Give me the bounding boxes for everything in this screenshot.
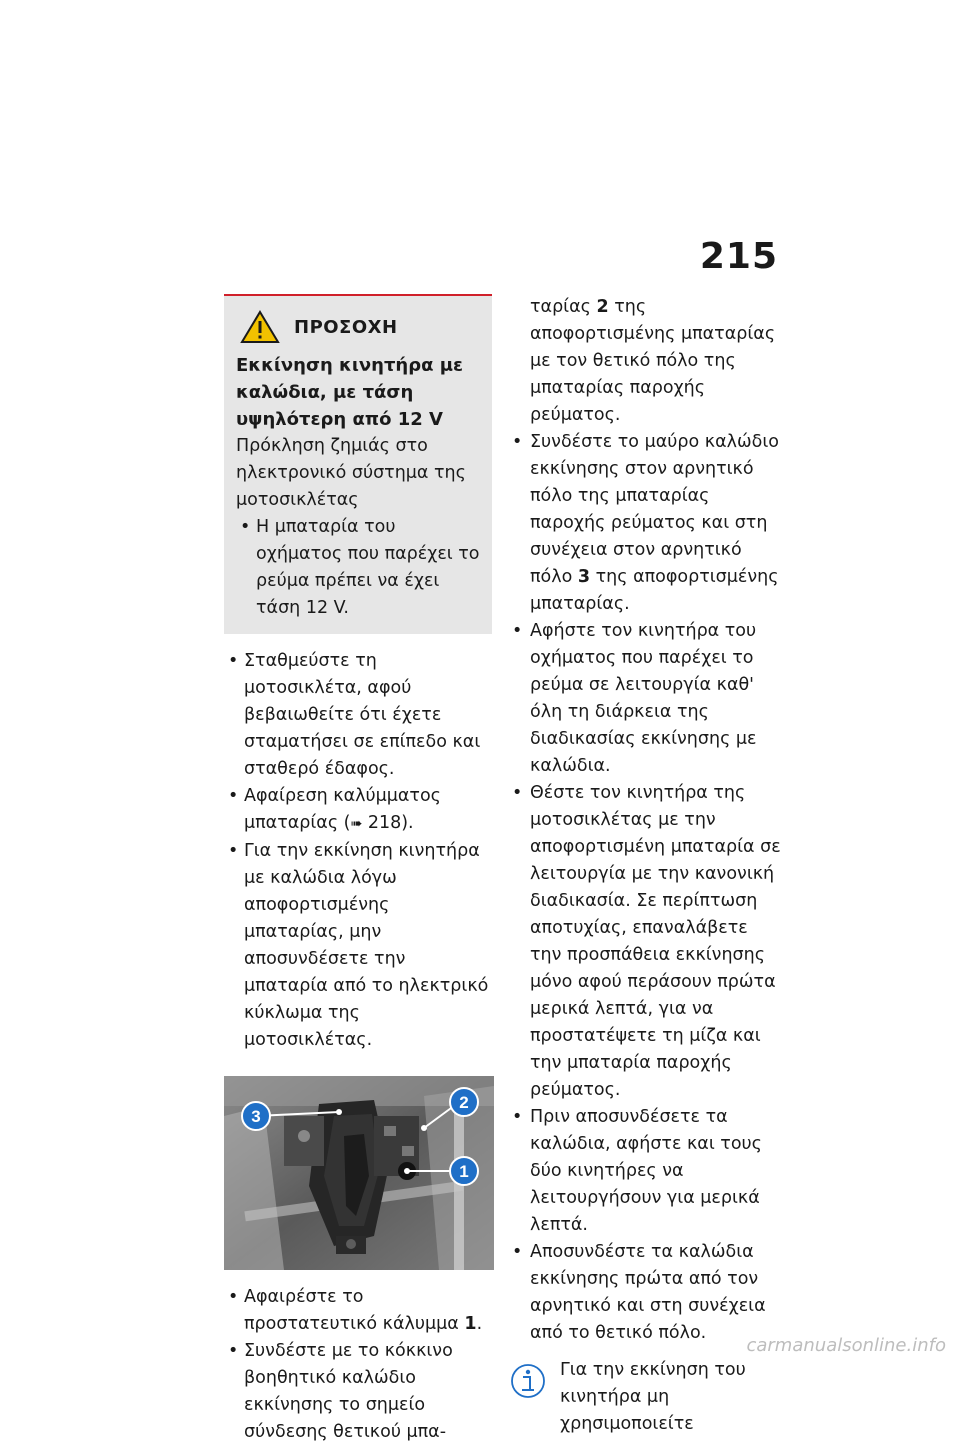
warning-box [224, 294, 492, 634]
warning-header [240, 310, 482, 344]
left-step-list [224, 648, 492, 1054]
callout-1-label: 1 [459, 1162, 469, 1181]
page-ref-close: ). [401, 813, 414, 833]
step-remove-protective-cover-text: Αφαιρέστε το προστατευτικό κάλυμμα [244, 1287, 465, 1334]
step-remove-protective-cover [224, 1284, 492, 1338]
step-connect-black-text: Συνδέστε το μαύρο καλώδιο εκκίνησης στον αρνητικό πόλο της μπαταρίας παροχής ρεύματος και στη συνέχεια στον αρνητικό πόλο [530, 432, 779, 587]
callout-1 [450, 1157, 478, 1185]
note-box [510, 1357, 784, 1438]
warning-list [236, 514, 482, 622]
page-number: 215 [699, 236, 778, 277]
warning-text: Πρόκληση ζημιάς στο ηλεκτρονικό σύστημα της μοτοσικλέτας [236, 436, 466, 510]
continued-step [510, 294, 784, 429]
warning-label: ΠΡΟΣΟΧΗ [294, 316, 398, 338]
left-step-list-2 [224, 1284, 492, 1446]
step-remove-protective-cover-end: . [476, 1314, 483, 1334]
step-keep-connected: • Για την εκκίνηση κινητήρα με καλώδια λόγω αποφορτισμένης μπαταρίας, μην αποσυνδέσετε την μπαταρία από το ηλεκτρικό κύκλωμα της μοτοσικλέτας. [224, 838, 492, 1054]
ref-3: 3 [577, 567, 591, 587]
callout-2-label: 2 [459, 1093, 469, 1112]
page-ref-arrow-icon: ➠ [350, 816, 363, 832]
battery-photo-illustration [224, 1076, 494, 1270]
ref-1: 1 [464, 1314, 477, 1334]
page-ref-link[interactable]: 218 [367, 813, 402, 833]
step-connect-black-end: της αποφορτισμένης μπαταρίας. [530, 567, 779, 614]
step-park: • Σταθμεύστε τη μοτοσικλέτα, αφού βεβαιωθείτε ότι έχετε σταματήσει σε επίπεδο και σταθερό έδαφος. [224, 648, 492, 783]
watermark[interactable]: carmanualsonline.info [746, 1335, 946, 1356]
continued-step-end: της αποφορτισμένης μπαταρίας με τον θετικό πόλο της μπαταρίας παροχής ρεύματος. [530, 297, 776, 425]
step-before-disconnect: • Πριν αποσυνδέσετε τα καλώδια, αφήστε και τους δύο κινητήρες να λειτουργήσουν για μερικά λεπτά. [510, 1104, 784, 1239]
ref-2: 2 [596, 297, 609, 317]
step-start-engine: • Θέστε τον κινητήρα της μοτοσικλέτας με την αποφορτισμένη μπαταρία σε λειτουργία με την κανονική διαδικασία. Σε περίπτωση αποτυχίας, επαναλάβετε την προσπάθεια εκκίνησης μόνο αφού περάσουν πρώτα μερικά λεπτά, για να προστατέψετε τη μίζα και την μπαταρία παροχής ρεύματος. [510, 780, 784, 1104]
step-remove-battery-cover-text: Αφαίρεση καλύμματος μπαταρίας ( [244, 786, 441, 833]
step-connect-black [510, 429, 784, 618]
step-disconnect: • Αποσυνδέστε τα καλώδια εκκίνησης πρώτα από τον αρνητικό και στη συνέχεια από το θετικό πόλο. [510, 1239, 784, 1347]
left-column [224, 294, 492, 1446]
note-text: Για την εκκίνηση του κινητήρα μη χρησιμοποιείτε [560, 1360, 746, 1434]
continued-step-text: ταρίας [530, 297, 597, 317]
warning-bullet: • Η μπαταρία του οχήματος που παρέχει το ρεύμα πρέπει να έχει τάση 12 V. [236, 514, 482, 622]
callout-2 [450, 1088, 478, 1116]
battery-photo [224, 1076, 494, 1270]
info-icon [510, 1361, 546, 1401]
callout-3 [242, 1102, 270, 1130]
callout-3-label: 3 [251, 1107, 261, 1126]
step-run-donor-engine: • Αφήστε τον κινητήρα του οχήματος που παρέχει το ρεύμα σε λειτουργία καθ' όλη τη διάρκεια της διαδικασίας εκκίνησης με καλώδια. [510, 618, 784, 780]
step-remove-battery-cover [224, 783, 492, 838]
right-column [510, 294, 784, 1438]
warning-triangle-icon [240, 310, 280, 344]
right-step-list [510, 429, 784, 1347]
warning-title: Εκκίνηση κινητήρα με καλώδια, με τάση υψηλότερη από 12 V [236, 355, 464, 430]
step-connect-red: • Συνδέστε με το κόκκινο βοηθητικό καλώδιο εκκίνησης το σημείο σύνδεσης θετικού μπα- [224, 1338, 492, 1446]
